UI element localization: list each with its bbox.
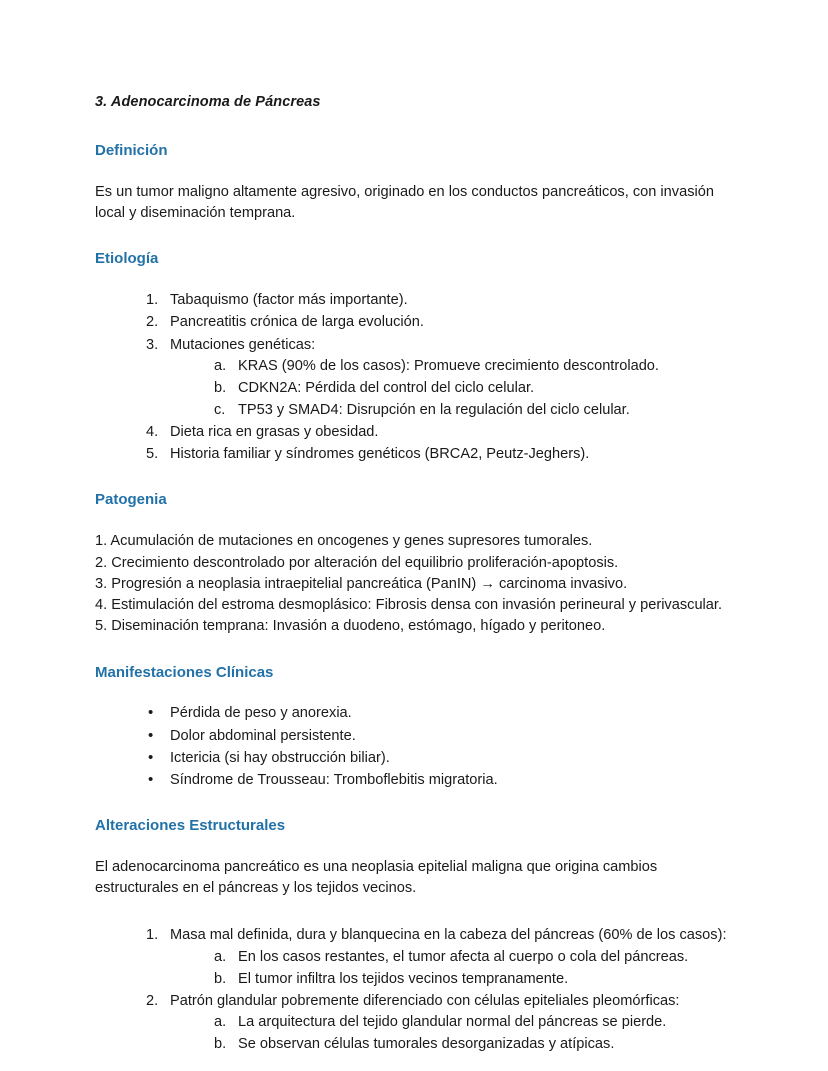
- list-item-text: El tumor infiltra los tejidos vecinos tempranamente.: [238, 970, 569, 987]
- alteraciones-sublist: [170, 947, 728, 990]
- page-title: 3. Adenocarcinoma de Páncreas: [95, 94, 321, 110]
- list-item-text: Patrón glandular pobremente diferenciado con células epiteliales pleomórficas:: [170, 992, 680, 1009]
- list-item: [214, 400, 728, 421]
- list-item-text: Se observan células tumorales desorganizadas y atípicas.: [238, 1036, 615, 1053]
- alteraciones-sublist: [170, 1012, 728, 1055]
- section-heading-alteraciones: Alteraciones Estructurales: [95, 817, 286, 835]
- list-item-text: CDKN2A: Pérdida del control del ciclo celular.: [238, 379, 535, 396]
- list-item: 2. Crecimiento descontrolado por alteración del equilibrio proliferación-apoptosis.: [95, 554, 619, 571]
- list-item: [214, 969, 728, 990]
- list-item-text: Mutaciones genéticas:: [170, 336, 316, 353]
- section-heading-definicion: Definición: [95, 142, 168, 160]
- list-item: [146, 444, 728, 465]
- alteraciones-list: [95, 925, 728, 1055]
- list-item-text: KRAS (90% de los casos): Promueve crecimiento descontrolado.: [238, 357, 659, 374]
- list-item: [146, 770, 728, 791]
- list-item: [146, 312, 728, 333]
- list-item-text: Tabaquismo (factor más importante).: [170, 292, 408, 309]
- list-item: 1. Acumulación de mutaciones en oncogenes y genes supresores tumorales.: [95, 533, 593, 550]
- list-item: [146, 748, 728, 769]
- list-item-text: TP53 y SMAD4: Disrupción en la regulación del ciclo celular.: [238, 402, 630, 418]
- list-item-text: Dieta rica en grasas y obesidad.: [170, 424, 379, 441]
- list-item-text: Historia familiar y síndromes genéticos (BRCA2, Peutz-Jeghers).: [170, 446, 590, 463]
- list-item-text: Ictericia (si hay obstrucción biliar).: [170, 749, 390, 766]
- etiologia-sublist: [170, 356, 728, 421]
- alteraciones-paragraph: El adenocarcinoma pancreático es una neoplasia epitelial maligna que origina cambios estructurales en el páncreas y los tejidos vecinos.: [95, 858, 658, 897]
- section-heading-patogenia: Patogenia: [95, 491, 167, 509]
- list-item: 3. Progresión a neoplasia intraepitelial pancreática (PanIN) → carcinoma invasivo.: [95, 575, 628, 592]
- list-item-text: Pérdida de peso y anorexia.: [170, 705, 352, 722]
- list-item-text: En los casos restantes, el tumor afecta al cuerpo o cola del páncreas.: [238, 948, 689, 965]
- list-item: [146, 703, 728, 724]
- list-item: [146, 335, 728, 422]
- document-content: [95, 93, 728, 1055]
- list-item-text: Síndrome de Trousseau: Tromboflebitis migratoria.: [170, 771, 498, 788]
- list-item: [146, 925, 728, 989]
- list-item: [146, 991, 728, 1055]
- list-item: [146, 726, 728, 747]
- manifestaciones-list: [95, 703, 728, 791]
- definicion-paragraph: Es un tumor maligno altamente agresivo, originado en los conductos pancreáticos, con invasión local y diseminación temprana.: [95, 183, 714, 222]
- list-item: [214, 1034, 728, 1055]
- list-item: 5. Diseminación temprana: Invasión a duodeno, estómago, hígado y peritoneo.: [95, 618, 606, 635]
- etiologia-list: [95, 290, 728, 465]
- list-item-text: Dolor abdominal persistente.: [170, 727, 356, 744]
- list-item-text: Masa mal definida, dura y blanquecina en la cabeza del páncreas (60% de los casos):: [170, 927, 727, 944]
- list-item-text: La arquitectura del tejido glandular normal del páncreas se pierde.: [238, 1014, 667, 1031]
- list-item: [214, 1012, 728, 1033]
- list-item: [146, 290, 728, 311]
- list-item: [146, 422, 728, 443]
- list-item: [214, 947, 728, 968]
- list-item: [214, 378, 728, 399]
- list-item-text: Pancreatitis crónica de larga evolución.: [170, 314, 424, 331]
- list-item: [214, 356, 728, 377]
- section-heading-manifestaciones: Manifestaciones Clínicas: [95, 663, 274, 681]
- patogenia-list: [95, 531, 728, 637]
- section-heading-etiologia: Etiología: [95, 250, 159, 268]
- list-item: 4. Estimulación del estroma desmoplásico: Fibrosis densa con invasión perineural y perivascular.: [95, 597, 723, 614]
